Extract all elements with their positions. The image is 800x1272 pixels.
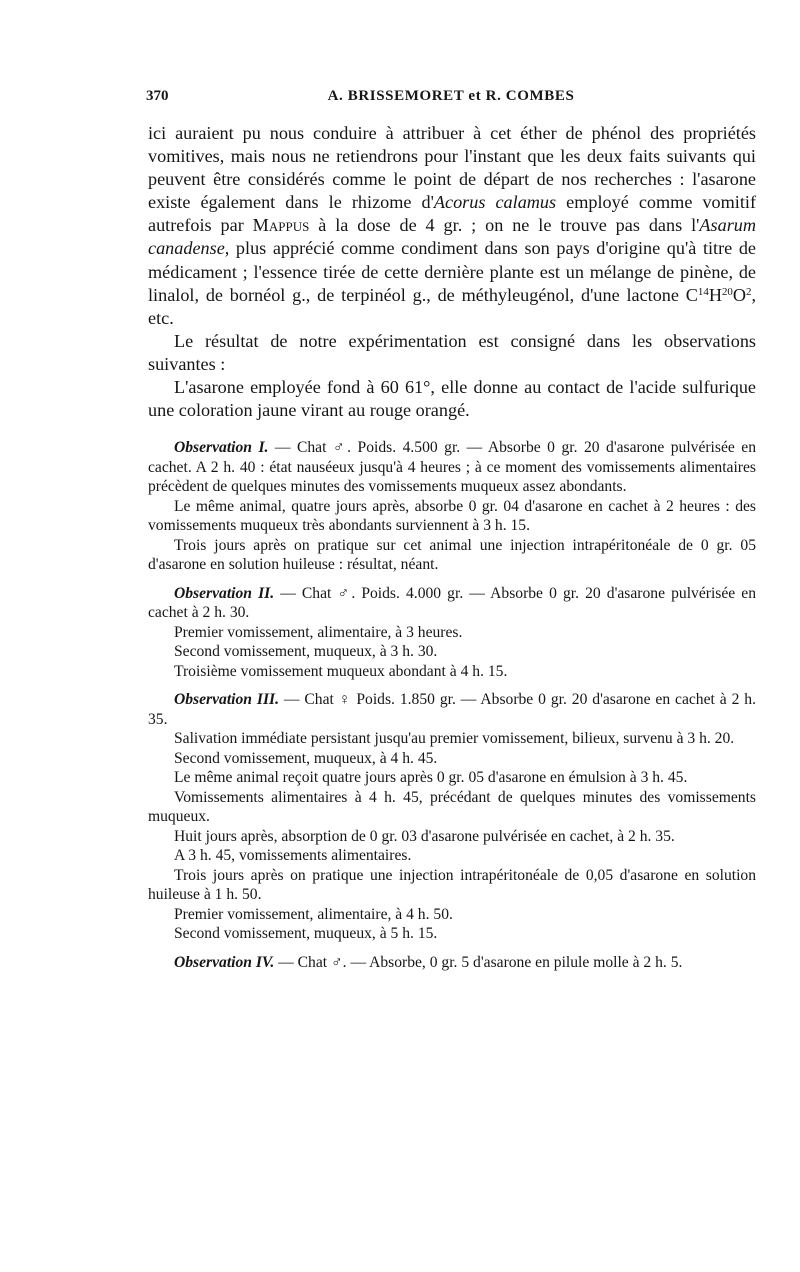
formula-subscript: 20	[721, 285, 733, 298]
observation-2	[148, 584, 756, 682]
intro-paragraph-3: L'asarone employée fond à 60 61°, elle donne au contact de l'acide sulfurique une coloration jaune virant au rouge orangé.	[148, 377, 756, 421]
observation-paragraph: Huit jours après, absorption de 0 gr. 03 d'asarone pulvérisée en cachet, à 2 h. 35.	[174, 827, 675, 845]
formula-subscript: 14	[697, 285, 709, 298]
observations-section	[148, 438, 756, 972]
observation-first-paragraph	[148, 953, 756, 973]
intro-paragraph-2: Le résultat de notre expérimentation est consigné dans les observations suivantes :	[148, 330, 756, 374]
text-run: ici auraient pu nous conduire à attribuer à cet éther de phénol des propriétés vomitives, mais nous ne retiendrons pour l'instant que les deux faits suivants qui peuvent être considérés comme le point de départ de nos recherches : l'asarone existe également dans le rhizome d'	[148, 123, 756, 213]
observation-3	[148, 690, 756, 944]
text-run: — Chat ♀ Poids. 1.850 gr. — Absorbe 0 gr. 20 d'asarone en cachet à 2 h. 35.	[148, 691, 756, 728]
text-run: O	[732, 284, 746, 305]
text-run: — Chat ♂. Poids. 4.500 gr. — Absorbe 0 gr. 20 d'asarone pulvérisée en cachet. A 2 h. 40 : état nauséeux jusqu'à 4 heures ; à ce moment des vomissements alimentaires précèdent de quelques minutes des vomissements muqueux assez abondants.	[148, 439, 756, 496]
text-run: — Chat ♂. — Absorbe, 0 gr. 5 d'asarone en pilule molle à 2 h. 5.	[274, 953, 683, 971]
page-number: 370	[146, 88, 169, 104]
intro-section	[148, 122, 756, 422]
observation-paragraph: Trois jours après on pratique une injection intrapéritonéale de 0,05 d'asarone en solution huileuse à 1 h. 50.	[148, 866, 756, 904]
observation-paragraph: Le même animal, quatre jours après, absorbe 0 gr. 04 d'asarone en cachet à 2 heures : des vomissements muqueux très abondants surviennent à 3 h. 15.	[148, 497, 756, 535]
text-run: — Chat ♂. Poids. 4.000 gr. — Absorbe 0 gr. 20 d'asarone pulvérisée en cachet à 2 h. 30.	[148, 584, 757, 622]
running-title: A. BRISSEMORET et R. COMBES	[327, 88, 575, 104]
species-name: Acorus calamus	[433, 192, 557, 213]
observation-first-paragraph	[148, 584, 756, 623]
observation-paragraph: Le même animal reçoit quatre jours après 0 gr. 05 d'asarone en émulsion à 3 h. 45.	[174, 769, 688, 787]
body-text	[148, 122, 756, 981]
text-run: à la dose de 4 gr. ; on ne le trouve pas dans l'	[309, 215, 700, 236]
text-run: , etc.	[148, 284, 756, 328]
observation-1	[148, 438, 756, 575]
observation-paragraph: Premier vomissement, alimentaire, à 4 h. 50.	[174, 905, 453, 923]
text-run: employé comme vomitif autrefois par	[148, 192, 757, 236]
observation-paragraph: Second vomissement, muqueux, à 4 h. 45.	[174, 749, 438, 767]
observation-paragraph: Salivation immédiate persistant jusqu'au premier vomissement, bilieux, survenu à 3 h. 20.	[174, 730, 735, 748]
observation-label: Observation III.	[174, 691, 279, 709]
observation-paragraph: A 3 h. 45, vomissements alimentaires.	[174, 847, 412, 865]
observation-paragraph: Premier vomissement, alimentaire, à 3 heures.	[174, 623, 463, 641]
author-name: Mappus	[252, 215, 310, 236]
intro-paragraph-1	[148, 122, 756, 330]
page-header	[146, 88, 756, 110]
observation-label: Observation I.	[174, 439, 269, 457]
text-run: , plus apprécié comme condiment dans son pays d'origine qu'à titre de médicament ; l'essence tirée de cette dernière plante est un mélange de pinène, de linalol, de bornéol g., de terpinéol g., de méthyleugénol, d'une lactone C	[148, 238, 756, 305]
observation-paragraph: Vomissements alimentaires à 4 h. 45, précédant de quelques minutes des vomissements muqueux.	[148, 788, 756, 826]
observation-paragraph: Trois jours après on pratique sur cet animal une injection intrapéritonéale de 0 gr. 05 d'asarone en solution huileuse : résultat, néant.	[148, 536, 756, 574]
observation-paragraph: Second vomissement, muqueux, à 5 h. 15.	[174, 925, 438, 943]
species-name: Asarum canadense	[148, 215, 756, 259]
observation-first-paragraph	[148, 690, 756, 729]
observation-label: Observation IV.	[174, 953, 275, 971]
observation-paragraph: Second vomissement, muqueux, à 3 h. 30.	[174, 643, 438, 661]
text-run: H	[708, 284, 722, 305]
observation-paragraph: Troisième vomissement muqueux abondant à 4 h. 15.	[174, 662, 508, 680]
formula-subscript: 2	[746, 285, 752, 298]
observation-first-paragraph	[148, 438, 756, 497]
observation-label: Observation II.	[174, 584, 275, 602]
observation-4	[148, 953, 756, 973]
